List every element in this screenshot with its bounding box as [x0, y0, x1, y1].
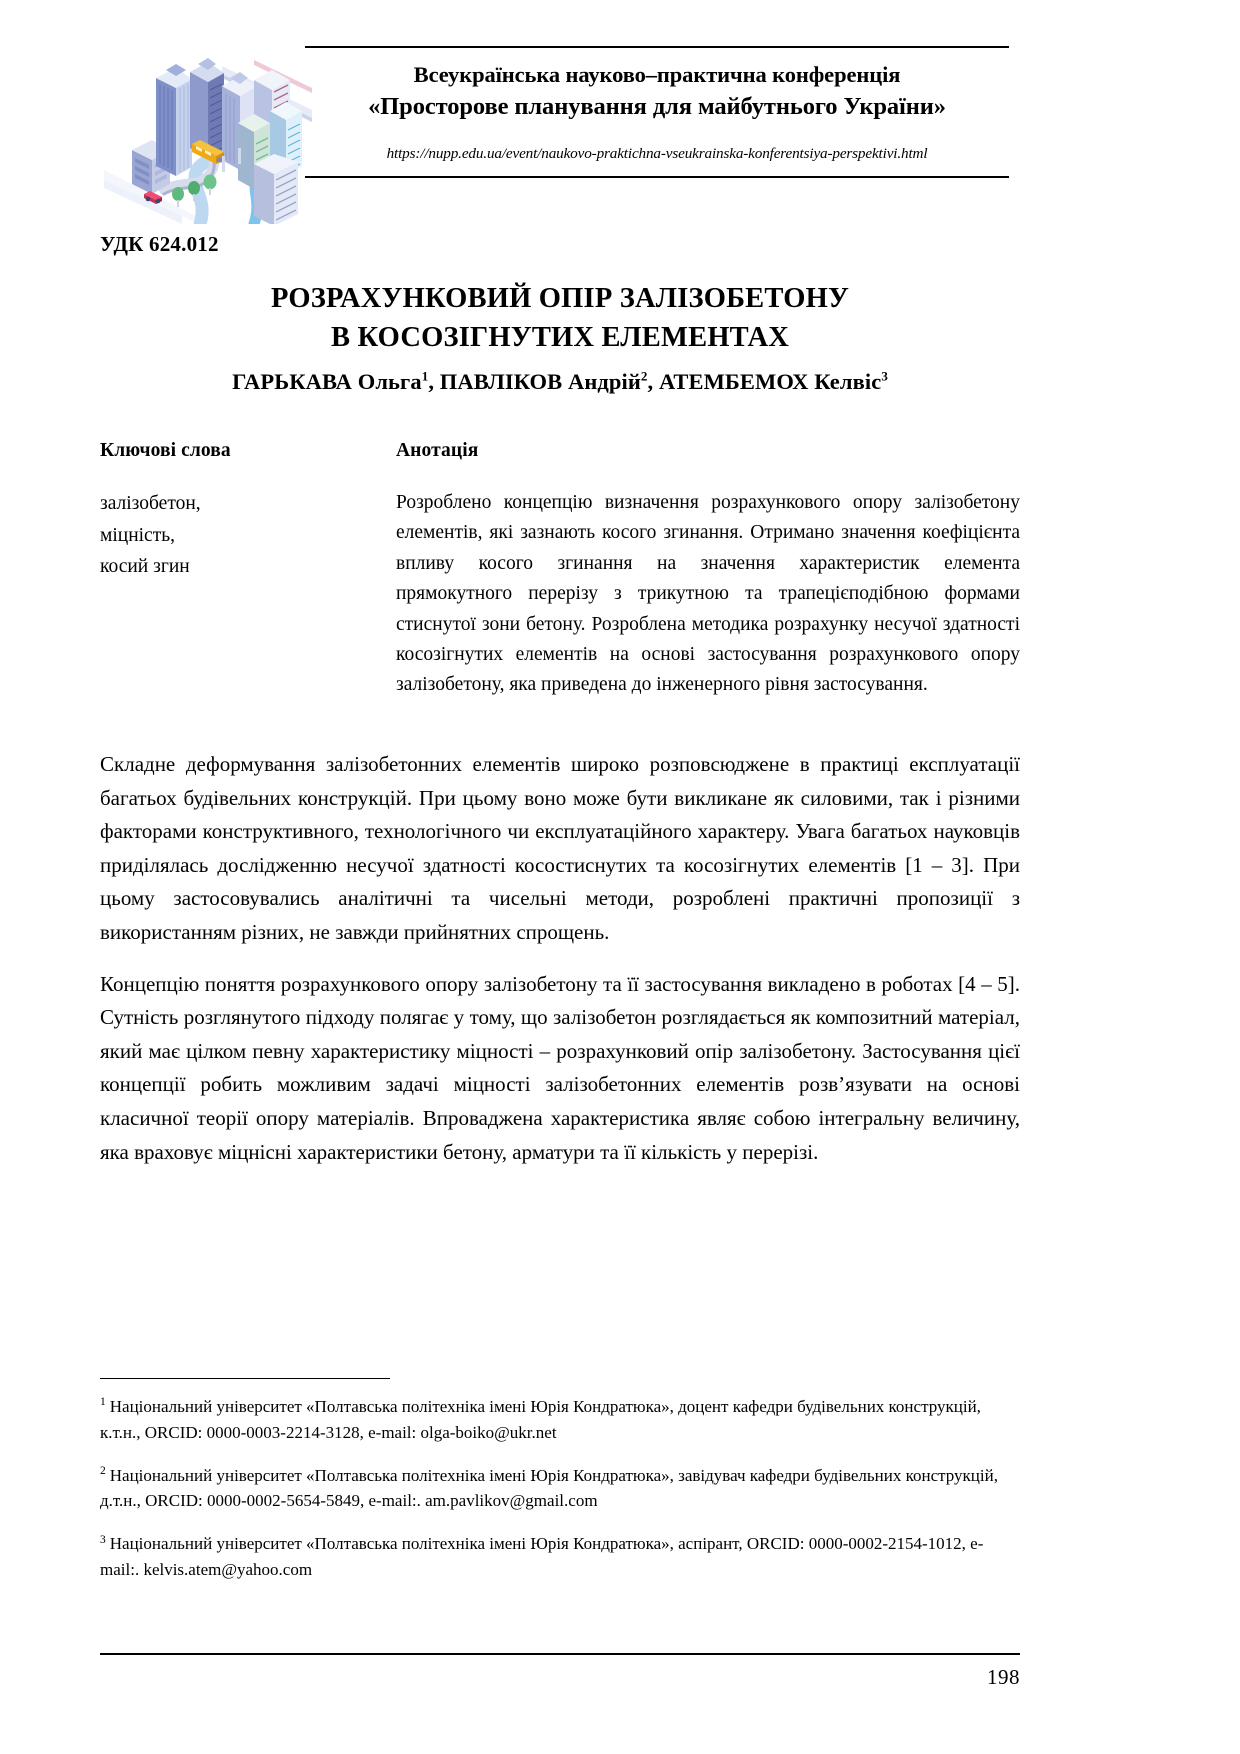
conference-url[interactable]: https://nupp.edu.ua/event/naukovo-praktichna-vseukrainska-konferentsiya-perspektivi.html	[386, 145, 928, 163]
keyword-item: косий згин	[100, 556, 190, 578]
footnote-text: Національний університет «Полтавська політехніка імені Юрія Кондратюка», завідувач кафедри будівельних конструкцій, д.т.н., ORCID: 0000-0002-5654-5849, e-mail:. am.pavlikov@gmail.com	[100, 1465, 998, 1511]
abstract-heading: Анотація	[396, 440, 479, 461]
isometric-city-icon	[104, 48, 312, 224]
abstract-column	[396, 440, 1020, 701]
footnote-item	[100, 1531, 1020, 1583]
footnote-item	[100, 1463, 1020, 1515]
footer-rule	[100, 1653, 1020, 1655]
page-title-line-2: В КОСОЗІГНУТИХ ЕЛЕМЕНТАХ	[330, 321, 790, 353]
author-affiliation-marker: 1	[421, 368, 429, 383]
page-footer	[100, 1653, 1020, 1690]
keywords-column	[100, 440, 396, 583]
keyword-item: залізобетон,	[100, 493, 201, 514]
footnote-marker: 1	[100, 1396, 106, 1409]
udc-code: УДК 624.012	[100, 232, 219, 256]
keywords-abstract-block	[100, 440, 1020, 701]
author-affiliation-marker: 2	[640, 368, 648, 383]
header-text-block	[305, 46, 1009, 178]
footnote-text: Національний університет «Полтавська політехніка імені Юрія Кондратюка», аспірант, ORCID: 0000-0002-2154-1012, e-mail:. kelvis.atem@yahoo.com	[100, 1534, 984, 1580]
footnote-marker: 3	[100, 1533, 106, 1546]
author-entry	[440, 369, 659, 394]
body-text-block	[100, 748, 1020, 1187]
author-affiliation-marker: 3	[881, 368, 888, 383]
keyword-item: міцність,	[100, 524, 175, 546]
footnote-separator-rule	[100, 1378, 390, 1379]
conference-name-line-2: «Просторове планування для майбутнього України»	[368, 93, 946, 121]
author-name: ПАВЛІКОВ Андрій	[439, 368, 641, 394]
author-separator: ,	[647, 368, 659, 394]
footnotes-block	[100, 1378, 1020, 1600]
author-name: ГАРЬКАВА Ольга	[232, 368, 422, 394]
title-block	[100, 280, 1020, 395]
keywords-heading: Ключові слова	[100, 440, 231, 461]
authors-line	[100, 369, 1020, 395]
abstract-text: Розроблено концепцію визначення розрахункового опору залізобетону елементів, які зазнають косого згинання. Отримано значення коефіцієнта впливу косого згинання на значення характеристик елемента прямокутного перерізу з трикутною та трапецієподібною формами стиснутої зони бетону. Розроблена методика розрахунку несучої здатності косозігнутих елементів на основі застосування розрахункового опору залізобетону, яка приведена до інженерного рівня застосування.	[396, 492, 1020, 696]
page-number: 198	[987, 1665, 1020, 1689]
footnote-text: Національний університет «Полтавська політехніка імені Юрія Кондратюка», доцент кафедри будівельних конструкцій, к.т.н., ORCID: 0000-0003-2214-3128, e-mail: olga-boiko@ukr.net	[100, 1397, 981, 1442]
body-paragraph: Концепцію поняття розрахункового опору залізобетону та її застосування викладено в роботах [4 – 5]. Сутність розглянутого підходу полягає у тому, що залізобетон розглядається як композитний матеріал, який має цілком певну характеристику міцності – розрахунковий опір залізобетону. Застосування цієї концепції робить можливим задачі міцності залізобетонних елементів розв’язувати на основі класичної теорії опору матеріалів. Впроваджена характеристика являє собою інтегральну величину, яка враховує міцнісні характеристики бетону, арматури та її кількість у перерізі.	[100, 971, 1020, 1164]
footnote-item	[100, 1394, 1020, 1446]
author-name: АТЕМБЕМОХ Келвіс	[658, 368, 882, 394]
author-separator: ,	[428, 368, 440, 394]
conference-name-line-1: Всеукраїнська науково–практична конференція	[413, 62, 901, 87]
header-bottom-rule	[305, 176, 1009, 178]
page-header	[0, 40, 1240, 222]
author-entry	[659, 369, 888, 394]
footnote-marker: 2	[100, 1465, 106, 1477]
conference-logo	[104, 48, 312, 224]
author-entry	[232, 369, 440, 394]
body-paragraph: Складне деформування залізобетонних елементів широко розповсюджене в практиці експлуатації багатьох будівельних конструкцій. При цьому воно може бути викликане як силовими, так і різними факторами конструктивного, технологічного чи експлуатаційного характеру. Увага багатьох науковців приділялась дослідженню несучої здатності косостиснутих та косозігнутих елементів [1 – 3]. При цьому застосовувались аналітичні та чисельні методи, розроблені практичні пропозиції з використанням різних, не завжди прийнятних спрощень.	[100, 752, 1020, 944]
page-title-line-1: РОЗРАХУНКОВИЙ ОПІР ЗАЛІЗОБЕТОНУ	[270, 283, 850, 314]
